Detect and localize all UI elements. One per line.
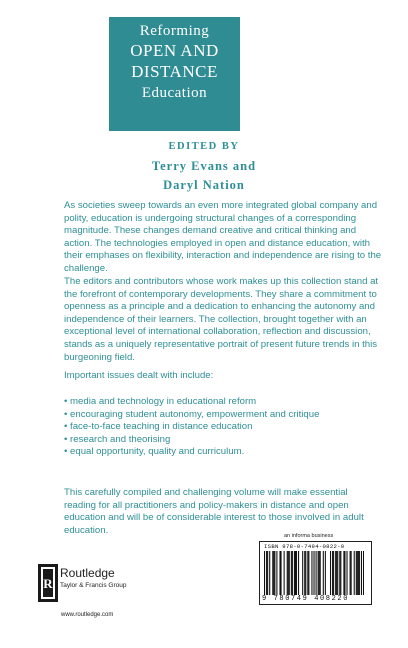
barcode-bar bbox=[298, 551, 299, 595]
barcode-digits: 9 780749 408220 bbox=[262, 595, 350, 603]
informa-label: an informa business bbox=[284, 533, 334, 539]
isbn-text: ISBN 978-0-7494-0822-0 bbox=[264, 543, 345, 550]
title-line-reforming: Reforming bbox=[139, 23, 210, 39]
title-line-open-and: OPEN AND bbox=[130, 41, 219, 60]
barcode-bar bbox=[320, 551, 321, 595]
barcode-bar bbox=[289, 551, 290, 595]
editor-name-1: Terry Evans and bbox=[151, 159, 257, 173]
barcode-bar bbox=[361, 551, 362, 595]
barcode-bar bbox=[266, 551, 267, 595]
blurb-paragraph-1: As societies sweep towards an even more integrated global company and polity, education is undergoing structural changes of a corresponding magnitude. These changes demand creative and critical thinking and action. The technologies employed in open and distance education, with their emphases on flexibility, interaction and independence are rising to the challenge. bbox=[64, 200, 382, 274]
barcode-bar bbox=[294, 551, 295, 595]
edited-by-label: EDITED BY bbox=[168, 141, 240, 152]
barcode-bar bbox=[351, 551, 352, 595]
publisher-group: Taylor & Francis Group bbox=[60, 582, 127, 589]
barcode-bar bbox=[295, 551, 296, 595]
routledge-logo-icon bbox=[38, 564, 58, 602]
barcode-bar bbox=[330, 551, 331, 595]
barcode-bar bbox=[357, 551, 358, 595]
barcode-bar bbox=[358, 551, 359, 595]
title-line-distance: DISTANCE bbox=[131, 62, 218, 81]
barcode-bar bbox=[343, 551, 344, 595]
publisher-url: www.routledge.com bbox=[61, 612, 114, 618]
barcode-bar bbox=[284, 551, 285, 595]
barcode-bar bbox=[336, 551, 337, 595]
list-item: • equal opportunity, quality and curriculum. bbox=[64, 446, 364, 459]
barcode-bar bbox=[356, 551, 357, 595]
list-item: • face-to-face teaching in distance education bbox=[64, 421, 364, 434]
barcode-bar bbox=[332, 551, 333, 595]
blurb-paragraph-2: The editors and contributors whose work makes up this collection stand at the forefront of contemporary developments. They share a commitment to openness as a principle and a dedication to enhancing the autonomy and independence of their learners. The collection, brought together with an exceptional level of international collaboration, reflection and discussion, stands as a uniquely representative portrait of present future trends in this burgeoning field. bbox=[64, 276, 379, 363]
barcode-bar bbox=[273, 551, 274, 595]
barcode-bar bbox=[287, 551, 288, 595]
barcode-bar bbox=[325, 551, 326, 595]
barcode-bar bbox=[276, 551, 277, 595]
barcode-bar bbox=[292, 551, 293, 595]
logo-letter: R bbox=[43, 576, 53, 591]
list-item: • media and technology in educational reform bbox=[64, 396, 364, 409]
barcode-bar bbox=[272, 551, 273, 595]
publisher-name: Routledge bbox=[60, 566, 115, 580]
barcode-bar bbox=[340, 551, 341, 595]
barcode-bar bbox=[279, 551, 280, 595]
barcode bbox=[264, 551, 364, 595]
barcode-bar bbox=[267, 551, 268, 595]
barcode-bar bbox=[346, 551, 347, 595]
barcode-bar bbox=[288, 551, 289, 595]
barcode-bar bbox=[339, 551, 340, 595]
barcode-bar bbox=[307, 551, 308, 595]
barcode-bar bbox=[354, 551, 355, 595]
barcode-bar bbox=[269, 551, 270, 595]
barcode-bar bbox=[291, 551, 292, 595]
barcode-bar bbox=[316, 551, 317, 595]
issues-intro: Important issues dealt with include: bbox=[64, 370, 214, 381]
barcode-bar bbox=[359, 551, 360, 595]
title-line-education: Education bbox=[141, 85, 208, 101]
barcode-bar bbox=[318, 551, 319, 595]
barcode-bar bbox=[313, 551, 314, 595]
editor-name-2: Daryl Nation bbox=[163, 178, 245, 192]
barcode-bar bbox=[304, 551, 305, 595]
list-item: • encouraging student autonomy, empowerment and critique bbox=[64, 409, 364, 422]
barcode-bar bbox=[308, 551, 309, 595]
barcode-bar bbox=[264, 551, 265, 595]
list-item: • research and theorising bbox=[64, 434, 364, 447]
barcode-bar bbox=[319, 551, 320, 595]
barcode-bar bbox=[333, 551, 334, 595]
barcode-bar bbox=[296, 551, 297, 595]
issues-list bbox=[64, 396, 364, 459]
barcode-bar bbox=[305, 551, 306, 595]
barcode-bar bbox=[335, 551, 336, 595]
barcode-bar bbox=[302, 551, 303, 595]
blurb-paragraph-4: This carefully compiled and challenging volume will make essential reading for all practitioners and policy-makers in distance and open education and will be of considerable interest to those involved in adult education. bbox=[64, 487, 364, 536]
barcode-bar bbox=[337, 551, 338, 595]
barcode-bar bbox=[363, 551, 364, 595]
barcode-bar bbox=[311, 551, 312, 595]
barcode-bar bbox=[350, 551, 351, 595]
title-block bbox=[109, 17, 240, 131]
barcode-bar bbox=[323, 551, 324, 595]
barcode-bar bbox=[274, 551, 275, 595]
barcode-bar bbox=[344, 551, 345, 595]
barcode-bar bbox=[280, 551, 281, 595]
